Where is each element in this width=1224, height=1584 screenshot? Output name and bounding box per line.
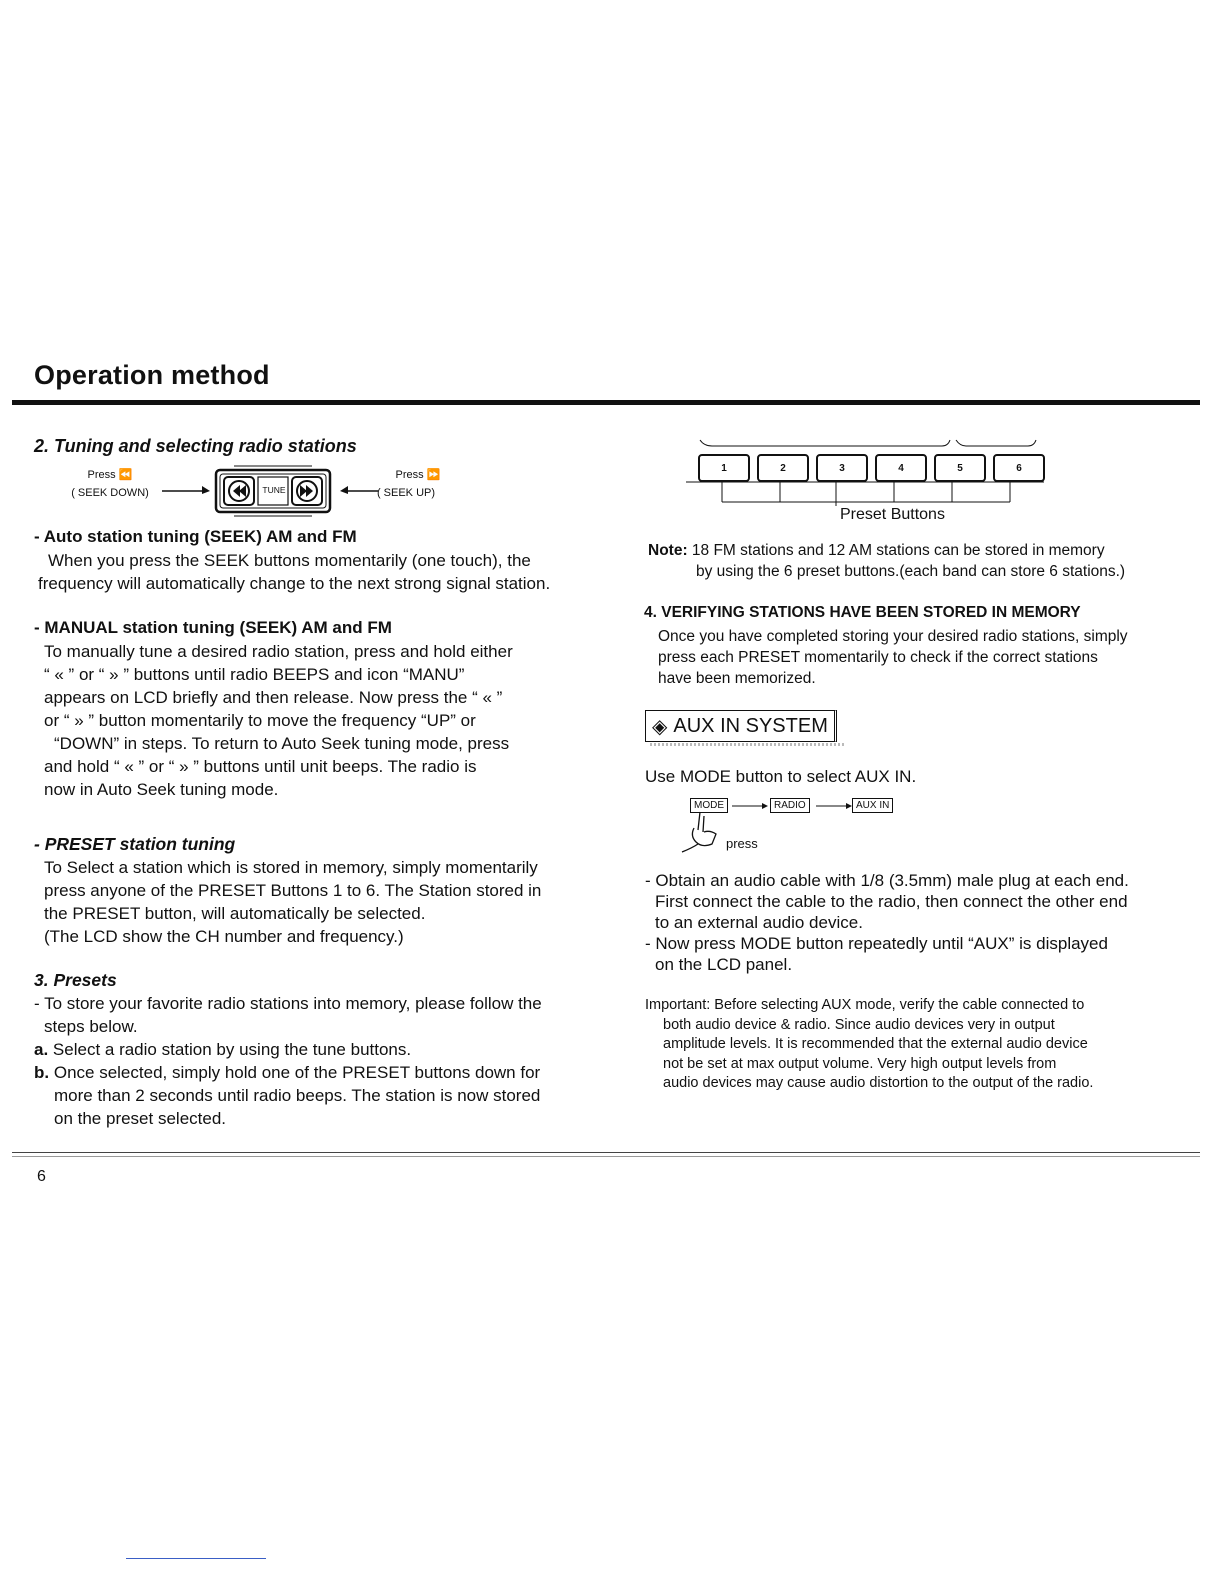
auto-tuning-heading: - Auto station tuning (SEEK) AM and FM <box>34 527 357 546</box>
page-number: 6 <box>37 1168 46 1185</box>
mode-button[interactable]: MODE <box>690 798 728 813</box>
seek-down-label: ( SEEK DOWN) <box>71 487 149 499</box>
preset-button-5[interactable]: 5 <box>934 454 986 482</box>
note-label: Note: <box>648 542 688 559</box>
step-a-text: Select a radio station by using the tune buttons. <box>52 1040 412 1059</box>
tune-diagram <box>60 464 460 520</box>
mode-diagram <box>690 798 930 858</box>
presets-text: - To store your favorite radio stations into memory, please follow the steps below. a. Select a radio station by using the tune buttons. b. Once selected, simply hold one of the PRESET buttons down for more than 2 seconds until radio beeps. The station is now stored on the preset selected. <box>34 994 542 1128</box>
verify-heading: 4. VERIFYING STATIONS HAVE BEEN STORED IN MEMORY <box>644 604 1081 621</box>
preset-tuning-text: To Select a station which is stored in memory, simply momentarily press anyone of the PRESET Buttons 1 to 6. The Station stored in the PRESET button, will automatically be selected. (The LCD show the CH number and frequency.) <box>44 858 542 946</box>
diamond-icon: ◈ <box>652 715 668 738</box>
preset-buttons-diagram <box>684 436 1044 528</box>
aux-in-title: AUX IN SYSTEM <box>673 714 828 737</box>
pointing-hand-icon <box>680 808 730 856</box>
aux-in-button[interactable]: AUX IN <box>852 798 893 813</box>
arrow-right-icon <box>732 800 768 812</box>
step-b-marker: b. <box>34 1063 50 1082</box>
arrow-right-icon <box>160 482 210 496</box>
page-title: Operation method <box>34 360 270 390</box>
seek-up-press-label: Press <box>395 469 424 481</box>
preset-button-1[interactable]: 1 <box>698 454 750 482</box>
seek-down-press-label: Press <box>87 469 116 481</box>
verify-text: Once you have completed storing your desired radio stations, simply press each PRESET momentarily to check if the correct stations have been memorized. <box>658 628 1128 687</box>
bottom-link-line <box>126 1558 266 1559</box>
preset-button-6[interactable]: 6 <box>993 454 1045 482</box>
note-block: Note: 18 FM stations and 12 AM stations can be stored in memory by using the 6 preset buttons.(each band can store 6 stations.) <box>648 542 1126 580</box>
preset-tuning-heading: - PRESET station tuning <box>34 834 236 854</box>
seek-up-icon: ⏩ <box>426 469 441 481</box>
preset-button-4[interactable]: 4 <box>875 454 927 482</box>
aux-in-banner <box>645 710 837 742</box>
important-text: Important: Before selecting AUX mode, verify the cable connected to both audio device & radio. Since audio devices very in output amplitude levels. It is recommended that the external audio device not be set at max output volume. Very high output levels from audio devices may cause audio distortion to the output of the radio. <box>645 997 1094 1091</box>
footer-rule <box>12 1152 1200 1153</box>
preset-caption: Preset Buttons <box>840 506 945 523</box>
preset-button-2[interactable]: 2 <box>757 454 809 482</box>
press-label: press <box>726 836 758 851</box>
now-press-text: - Now press MODE button repeatedly until “AUX” is displayed on the LCD panel. <box>645 934 1108 974</box>
use-mode-text: Use MODE button to select AUX IN. <box>645 767 917 786</box>
section-2-title: 2. Tuning and selecting radio stations <box>34 436 357 456</box>
arrow-right-icon <box>816 800 852 812</box>
footer-rule-secondary <box>12 1156 1200 1157</box>
seek-up-label: ( SEEK UP) <box>376 487 436 499</box>
preset-button-3[interactable]: 3 <box>816 454 868 482</box>
obtain-text: - Obtain an audio cable with 1/8 (3.5mm) male plug at each end. First connect the cable to the radio, then connect the other end to an external audio device. <box>645 871 1129 932</box>
radio-button[interactable]: RADIO <box>770 798 810 813</box>
tune-label: TUNE <box>262 485 286 495</box>
title-rule <box>12 400 1200 405</box>
manual-tuning-heading: - MANUAL station tuning (SEEK) AM and FM <box>34 618 392 637</box>
banner-shadow <box>650 743 844 746</box>
presets-heading: 3. Presets <box>34 970 117 990</box>
auto-tuning-text: When you press the SEEK buttons momentarily (one touch), the frequency will automatically change to the next strong signal station. <box>38 551 551 593</box>
manual-tuning-text: To manually tune a desired radio station, press and hold either “ « ” or “ » ” buttons until radio BEEPS and icon “MANU” appears on LCD briefly and then release. Now press the “ « ” or “ » ” button momentarily to move the frequency “UP” or “DOWN” in steps. To return to Auto Seek tuning mode, press and hold “ « ” or “ » ” buttons until unit beeps. The radio is now in Auto Seek tuning mode. <box>44 642 513 799</box>
seek-down-icon: ⏪ <box>118 469 133 481</box>
step-a-marker: a. <box>34 1040 49 1059</box>
